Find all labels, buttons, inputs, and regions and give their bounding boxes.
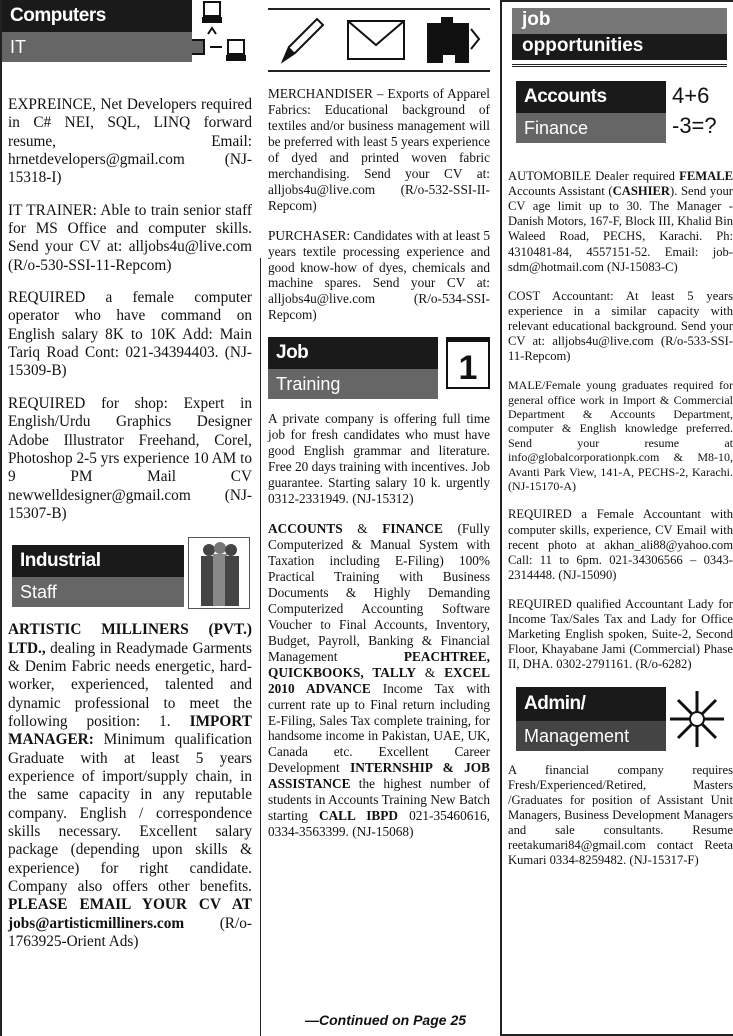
column-job-opportunities (500, 0, 733, 1036)
classified-ad: MERCHANDISER – Exports of Apparel Fabrics: Educational background of textiles and/or business management will be preferred with least 5 years experience of dyed and printed woven fabric merchandising. Send your CV at: alljobs4u@live.com (R/o-532-SSI-II-Repcom) (268, 86, 490, 213)
computer-network-icon (192, 0, 252, 62)
workers-silhouette-icon (188, 537, 250, 609)
header-subtitle: Finance (516, 113, 666, 143)
envelope-icon (346, 17, 406, 63)
classified-ad: EXPREINCE, Net Developers required in C# NEI, SQL, LINQ forward resume, Email: hrnetdevelopers@gmail.com (NJ-15318-I) (8, 96, 252, 187)
classified-ad: AUTOMOBILE Dealer required FEMALE Accounts Assistant (CASHIER). Send your CV age limit up to 30. The Manager - Danish Motors, 167-F, Block III, Khalid Bin Waleed Road, PECHS, Karachi. Ph: 4310481-84, 4557151-52. Email: job-sdm@hotmail.com (NJ-15083-C) (508, 169, 733, 274)
classified-ad: REQUIRED a Female Accountant with computer skills, experience, CV Email with recent photo at akhan_ali88@yahoo.com Call: 11 to 6pm. 021-34306566 – 0343-2314448. (NJ-15090) (508, 507, 733, 582)
header-subtitle: IT (2, 32, 192, 62)
section-header-industrial-staff (12, 537, 252, 609)
classified-ad: A private company is offering full time job for fresh candidates who must have good English grammar and literature. Free 20 days training with incentives. Job guarantee. Starting salary 10 k. urgently 0312-2331949. (NJ-15312) (268, 411, 490, 507)
classified-ad: PURCHASER: Candidates with at least 5 years textile processing experience and good know-how of dyes, chemicals and machine spares. Send your CV at: alljobs4u@live.com (R/o-534-SSI-Repcom) (268, 227, 490, 323)
pencil-icon (277, 15, 327, 65)
section-title-job-opportunities (512, 8, 727, 67)
section-header-accounts-finance (516, 81, 733, 143)
classified-ad: IT TRAINER: Able to train senior staff for MS Office and computer skills. Send your CV at: alljobs4u@live.com (R/o-530-SSI-11-Repcom) (8, 201, 252, 274)
classified-ad: REQUIRED a female computer operator who have command on English salary 8K to 10K Add: Main Tariq Road Cont: 021-34394403. (NJ-15309-B) (8, 289, 252, 380)
column-rule (260, 258, 261, 1036)
header-title: Job (268, 337, 438, 369)
classified-ad: ARTISTIC MILLINERS (PVT.) LTD., dealing in Readymade Garments & Denim Fabric needs energetic, hard-worker, experienced, talented and dynamic professional to meet the following position: 1. IMPORT MANAGER: Minimum qualification Graduate with at least 5 years experience of import/supply chain, in the same capacity in any reputable company. English / correspondence skills necessary. Excellent salary package (depending upon skills & experience) for right candidate. Company also offers other benefits. PLEASE EMAIL YOUR CV AT jobs@artisticmilliners.com (R/o-1763925-Orient Ads) (8, 621, 252, 951)
title-line: job (512, 8, 727, 34)
column-merch-training (260, 0, 498, 1036)
classified-ad: MALE/Female young graduates required for general office work in Import & Commercial Department & Accounts Department, computer & English knowledge preferred. Send your resume at info@globalcorporationpk.com & M8-10, Avanti Park View, 141-A, PECHS-2, Karachi. (NJ-15170-A) (508, 378, 733, 494)
header-subtitle: Training (268, 369, 438, 399)
header-title: Industrial (12, 545, 184, 577)
header-title: Computers (2, 0, 192, 32)
section-header-computers-it (2, 0, 252, 62)
header-subtitle: Staff (12, 577, 184, 607)
classified-ad: REQUIRED qualified Accountant Lady for Income Tax/Sales Tax and Lady for Office Marketing English spoken, Suite-2, Second Floor, Khayabane Jami (Commercial) Phase II, DHA. 0302-2791161. (R/o-6282) (508, 596, 733, 672)
continued-note: —Continued on Page 25 (305, 1012, 467, 1028)
classified-ad: REQUIRED for shop: Expert in English/Urdu Graphics Designer Adobe Illustrator Freehand, Corel, Photoshop 2-5 yrs experience 10 AM to 9 PM Mail CV newwelldesigner@gmail.com (NJ-15307-B) (8, 394, 252, 522)
arrows-burst-icon (666, 687, 728, 751)
section-header-job-training (268, 337, 490, 399)
icon-strip (268, 8, 490, 72)
header-subtitle: Management (516, 721, 666, 751)
header-title: Admin/ (516, 687, 666, 721)
classified-ad: COST Accountant: At least 5 years experience in a similar capacity with relevant educational background. Send your CV at: alljobs4u@live.com (R/o-533-SSI-11-Repcom) (508, 288, 733, 364)
column-computers-industrial (0, 0, 258, 1036)
classified-ad: A financial company requires Fresh/Experienced/Retired, Masters /Graduates for position of Assistant Unit Managers, Business Development Managers and sale consultants. Resume reetakumari84@gmail.com contact Reeta Kumari 0334-8259482. (NJ-15317-F) (508, 762, 733, 868)
classified-ad: ACCOUNTS & FINANCE (Fully Computerized & Manual System with Taxation including E-Filing) 100% Practical Training with Business Documents & Highly Demanding Computerized Accounting Software Voucher to Final Accounts, Inventory, Budget, Payroll, Banking & Financial Management PEACHTREE, QUICKBOOKS, TALLY & EXCEL 2010 ADVANCE Income Tax with current rate up to Final return including E-Filing, Sales Tax complete training, for handsome income in Pakistan, UAE, UK, Canada etc. Excellent Career Development INTERNSHIP & JOB ASSISTANCE the highest number of students in Accounts Training New Batch starting CALL IBPD 021-35460616, 0334-3563399. (NJ-15068) (268, 521, 490, 840)
folder-icon (425, 15, 481, 65)
math-graphic: 4+6 -3=? (672, 83, 717, 138)
section-header-admin-management (516, 687, 733, 751)
title-line: opportunities (512, 34, 727, 60)
calendar-icon: 1 (446, 337, 490, 389)
header-title: Accounts (516, 81, 666, 113)
